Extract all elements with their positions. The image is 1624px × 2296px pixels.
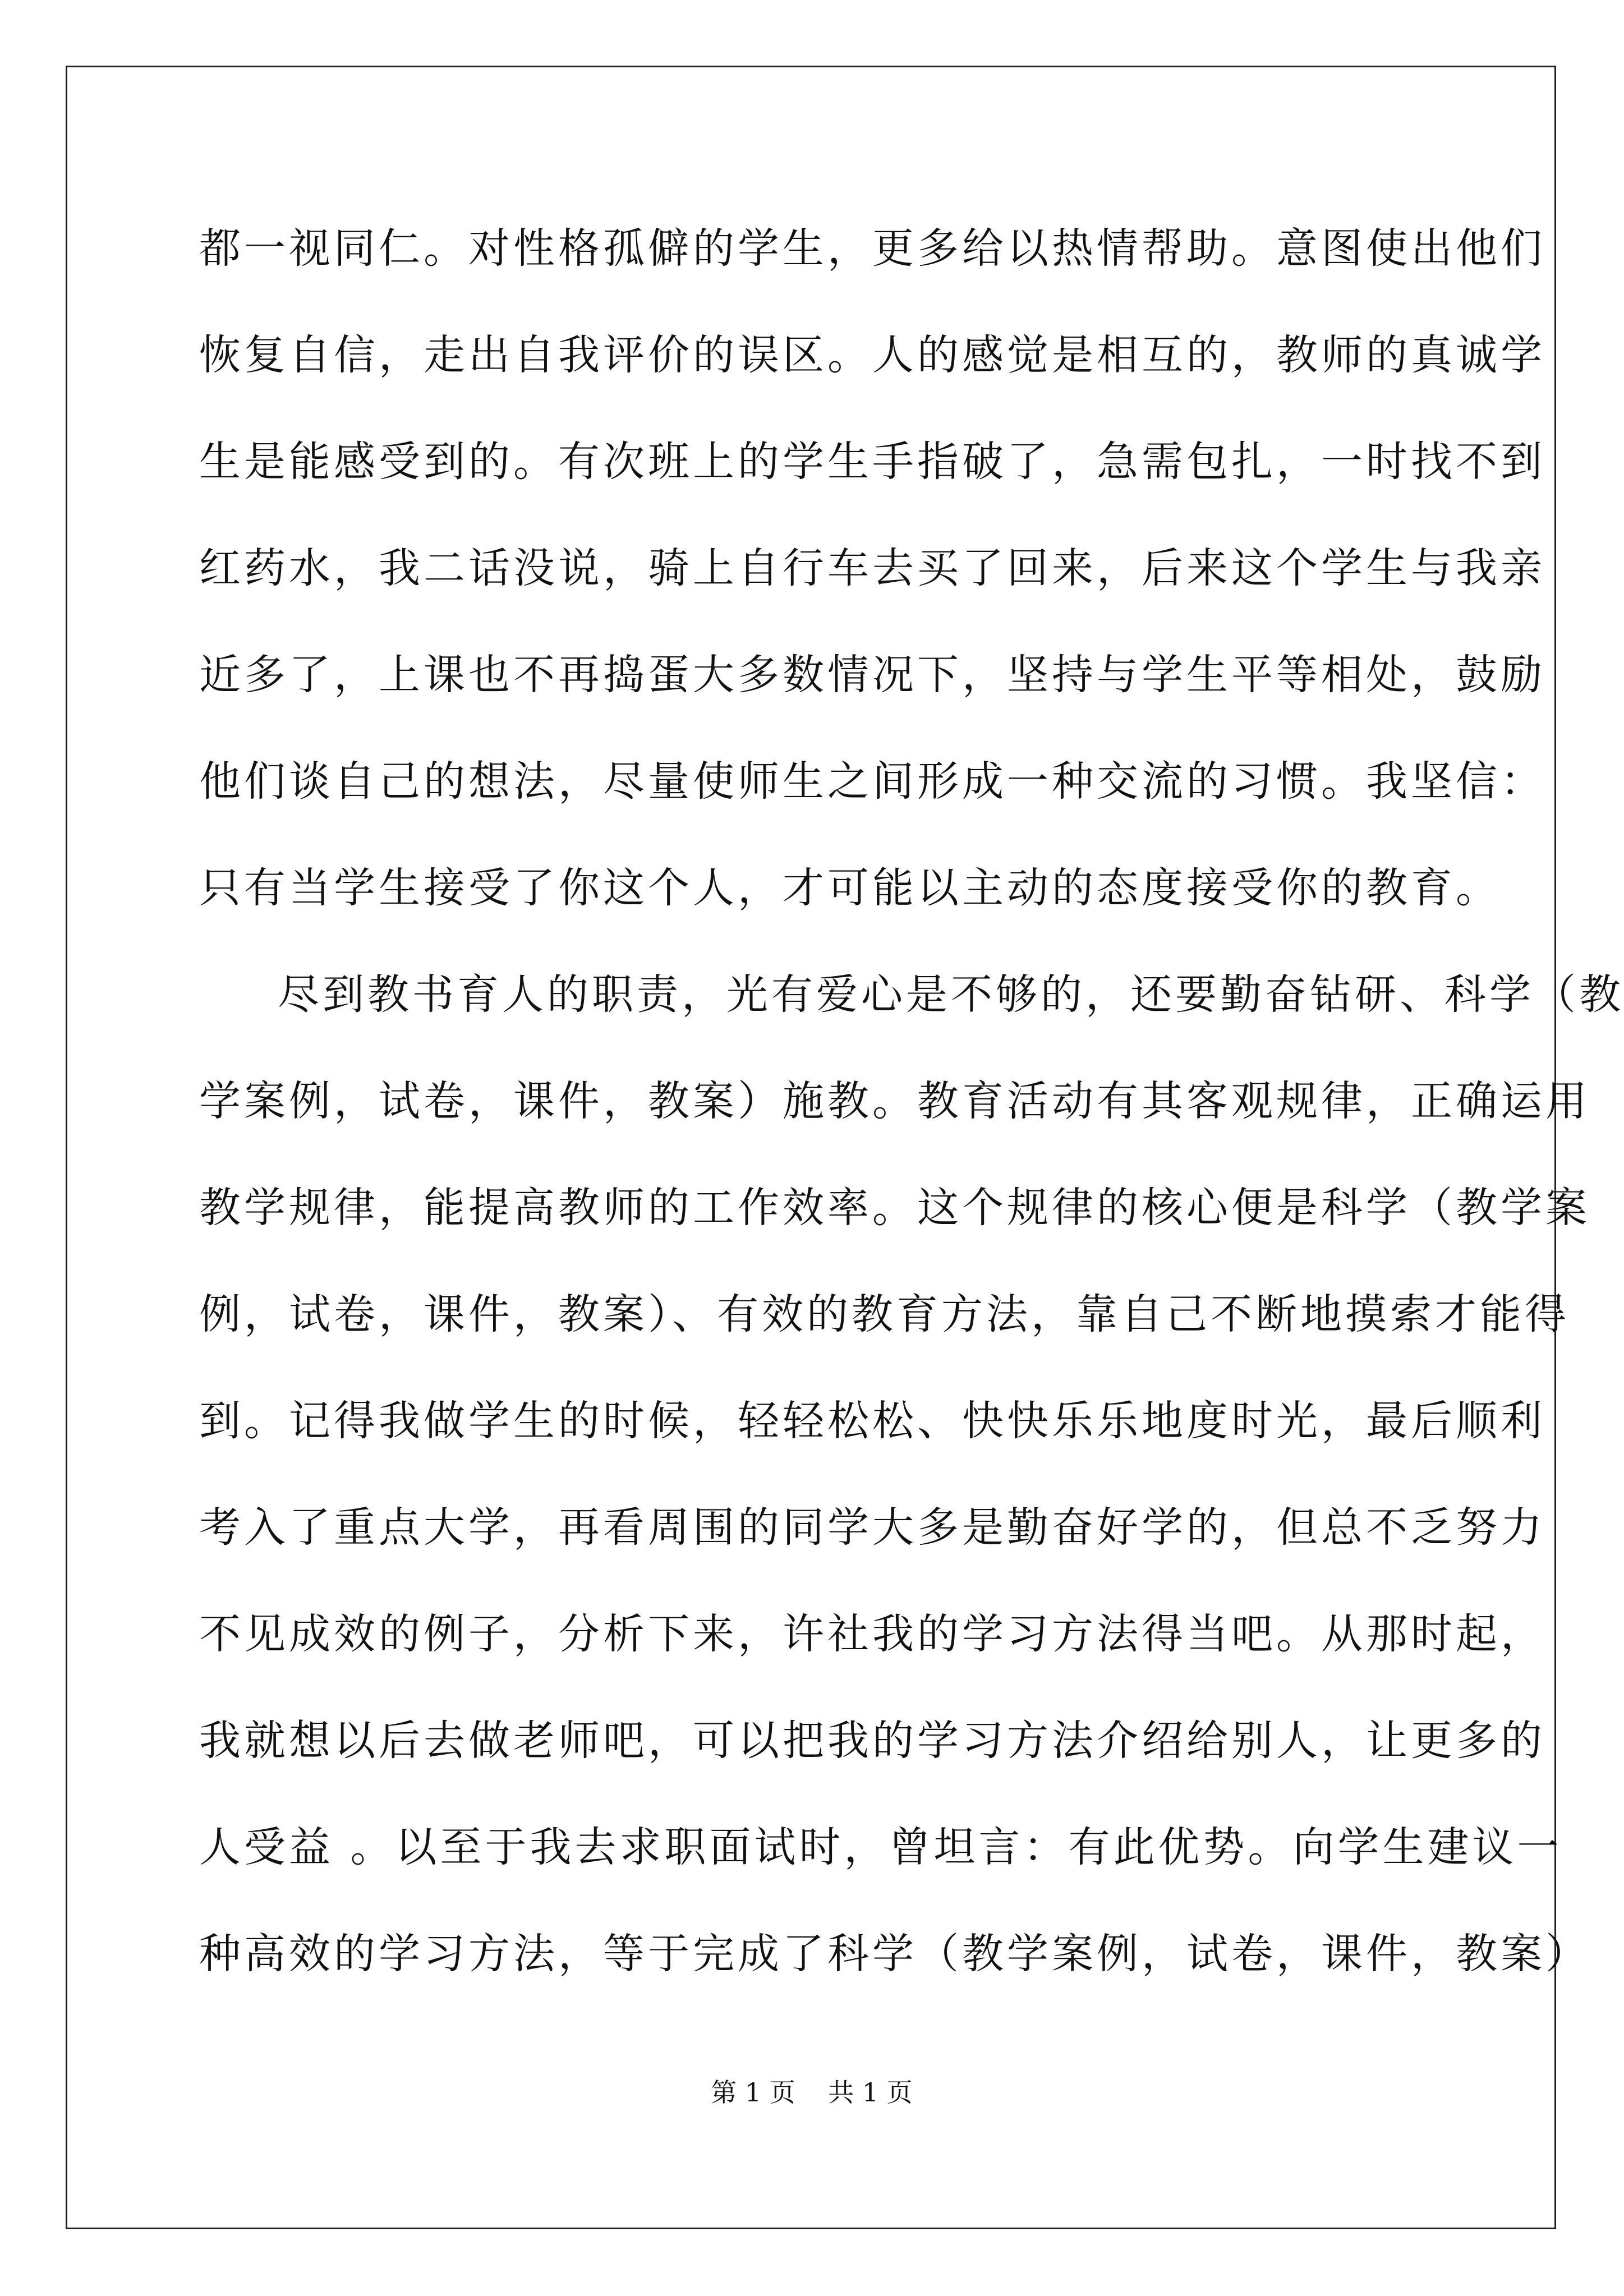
text-line: 都一视同仁。对性格孤僻的学生，更多给以热情帮助。意图使出他们 bbox=[199, 224, 1545, 273]
text-line: 红药水，我二话没说，骑上自行车去买了回来，后来这个学生与我亲 bbox=[199, 544, 1545, 592]
text-line: 生是能感受到的。有次班上的学生手指破了，急需包扎，一时找不到 bbox=[199, 438, 1545, 486]
text-line: 学案例，试卷，课件，教案）施教。教育活动有其客观规律，正确运用 bbox=[199, 1077, 1590, 1125]
text-line: 近多了，上课也不再捣蛋大多数情况下，坚持与学生平等相处，鼓励 bbox=[199, 651, 1545, 699]
text-line: 考入了重点大学，再看周围的同学大多是勤奋好学的，但总不乏努力 bbox=[199, 1503, 1545, 1552]
text-line: 教学规律，能提高教师的工作效率。这个规律的核心便是科学（教学案 bbox=[199, 1184, 1590, 1232]
page-frame bbox=[66, 66, 1624, 2229]
page-number: 第 1 页 共 1 页 bbox=[711, 2077, 913, 2108]
text-line: 我就想以后去做老师吧，可以把我的学习方法介绍给别人，让更多的 bbox=[199, 1717, 1545, 1765]
paragraph-first-line: 尽到教书育人的职责，光有爱心是不够的，还要勤奋钻研、科学（教 bbox=[278, 970, 1624, 1019]
text-line: 人受益 。以至于我去求职面试时，曾坦言：有此优势。向学生建议一 bbox=[199, 1823, 1562, 1871]
text-line: 种高效的学习方法，等于完成了科学（教学案例，试卷，课件，教案） bbox=[199, 1930, 1590, 1978]
text-line: 只有当学生接受了你这个人，才可能以主动的态度接受你的教育。 bbox=[199, 864, 1501, 912]
text-line: 恢复自信，走出自我评价的误区。人的感觉是相互的，教师的真诚学 bbox=[199, 331, 1545, 379]
text-line: 不见成效的例子，分析下来，许社我的学习方法得当吧。从那时起， bbox=[199, 1610, 1545, 1658]
text-line: 他们谈自己的想法，尽量使师生之间形成一种交流的习惯。我坚信： bbox=[199, 757, 1545, 806]
page-footer bbox=[0, 2076, 1623, 2109]
text-line: 到。记得我做学生的时候，轻轻松松、快快乐乐地度时光，最后顺利 bbox=[199, 1397, 1545, 1445]
text-line: 例，试卷，课件，教案）、有效的教育方法，靠自己不断地摸索才能得 bbox=[199, 1290, 1570, 1338]
